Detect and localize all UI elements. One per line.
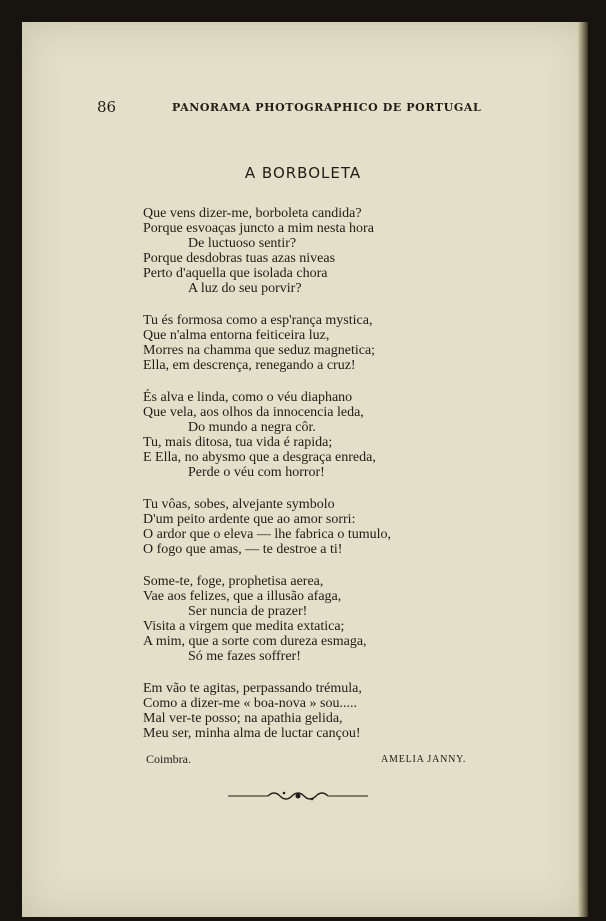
poem-line: A luz do seu porvir? xyxy=(188,281,302,296)
stanza xyxy=(143,497,443,557)
poem-line: Meu ser, minha alma de luctar cançou! xyxy=(143,726,361,741)
poem-line: O ardor que o eleva — lhe fabrica o tumulo, xyxy=(143,527,392,542)
ornament-divider-icon xyxy=(228,788,368,804)
poem-line: Some-te, foge, prophetisa aerea, xyxy=(143,574,324,589)
poem-line: Morres na chamma que seduz magnetica; xyxy=(143,343,376,358)
stanza xyxy=(143,390,443,480)
stanza xyxy=(143,574,443,664)
poem-line: Ella, em descrença, renegando a cruz! xyxy=(143,358,356,373)
stanza xyxy=(143,206,443,296)
poem-line: Porque desdobras tuas azas niveas xyxy=(143,251,336,266)
poem-line: Como a dizer-me « boa-nova » sou..... xyxy=(143,696,357,711)
poem-line: Mal ver-te posso; na apathia gelida, xyxy=(143,711,343,726)
poem-line: Só me fazes soffrer! xyxy=(188,649,301,664)
page-number: 86 xyxy=(97,98,117,116)
poem-line: Que n'alma entorna feiticeira luz, xyxy=(143,328,330,343)
poem-line: Tu és formosa como a esp'rança mystica, xyxy=(143,313,373,328)
poem-body xyxy=(143,206,443,758)
poem-line: Em vão te agitas, perpassando trémula, xyxy=(143,681,362,696)
poem-line: Porque esvoaças juncto a mim nesta hora xyxy=(143,221,374,236)
poem-line: O fogo que amas, — te destroe a ti! xyxy=(143,542,343,557)
poem-line: D'um peito ardente que ao amor sorri: xyxy=(143,512,356,527)
book-spine xyxy=(578,22,588,917)
poem-line: Perto d'aquella que isolada chora xyxy=(143,266,328,281)
stanza xyxy=(143,681,443,741)
poem-line: Do mundo a negra côr. xyxy=(188,420,316,435)
poem-line: Visita a virgem que medita extatica; xyxy=(143,619,345,634)
poem-author: AMELIA JANNY. xyxy=(381,754,467,765)
poem-title: A BORBOLETA xyxy=(244,164,362,182)
poem-line: De luctuoso sentir? xyxy=(188,236,297,251)
stanza xyxy=(143,313,443,373)
poem-line: És alva e linda, como o véu diaphano xyxy=(143,390,353,405)
poem-line: Tu vôas, sobes, alvejante symbolo xyxy=(143,497,335,512)
poem-line: E Ella, no abysmo que a desgraça enreda, xyxy=(143,450,376,465)
poem-line: Vae aos felizes, que a illusão afaga, xyxy=(143,589,342,604)
poem-place: Coimbra. xyxy=(146,752,191,766)
poem-line: Ser nuncia de prazer! xyxy=(188,604,308,619)
poem-line: Perde o véu com horror! xyxy=(188,465,325,480)
poem-line: Que vela, aos olhos da innocencia leda, xyxy=(143,405,364,420)
poem-line: A mim, que a sorte com dureza esmaga, xyxy=(143,634,367,649)
running-title: PANORAMA PHOTOGRAPHICO DE PORTUGAL xyxy=(172,101,482,114)
poem-line: Tu, mais ditosa, tua vida é rapida; xyxy=(143,435,333,450)
poem-line: Que vens dizer-me, borboleta candida? xyxy=(143,206,362,221)
